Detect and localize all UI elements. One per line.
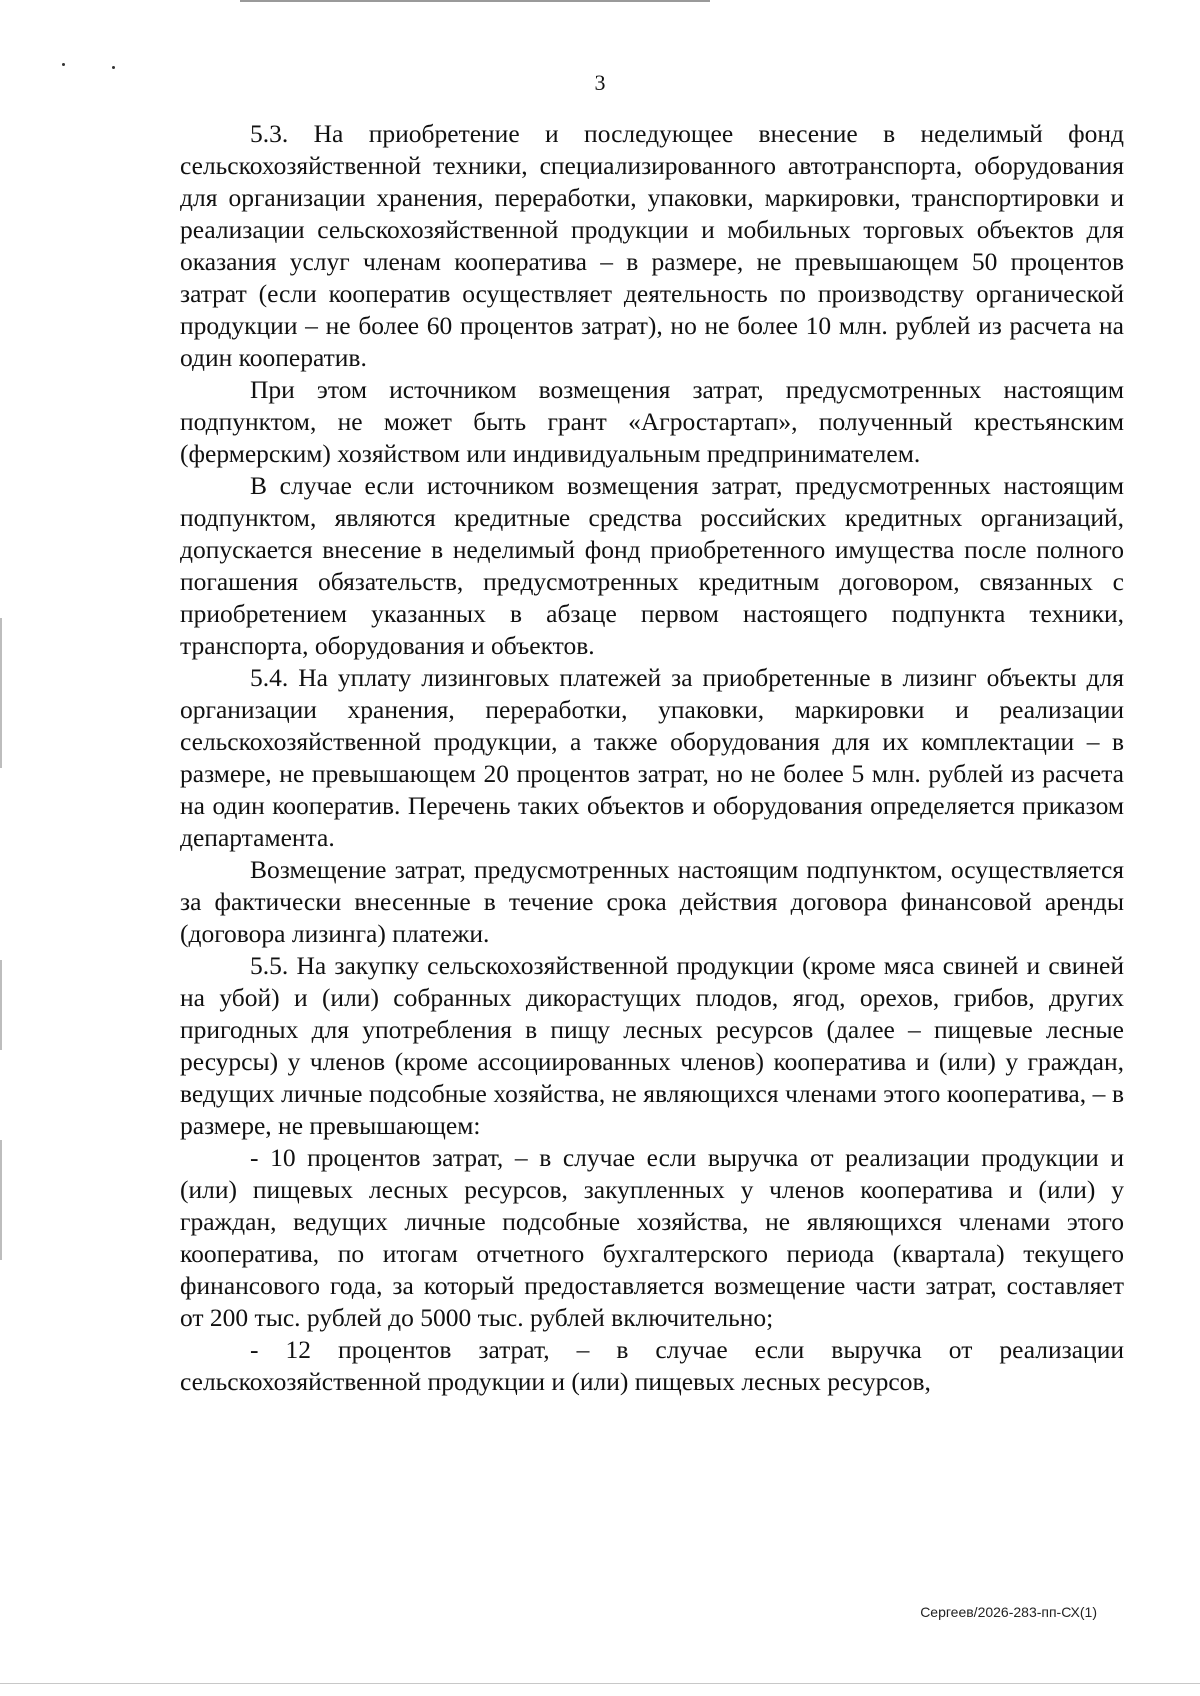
scan-top-edge bbox=[240, 0, 710, 2]
document-body bbox=[180, 118, 1124, 1398]
scan-speck bbox=[112, 66, 115, 69]
paragraph-5-5: 5.5. На закупку сельскохозяйственной продукции (кроме мяса свиней и свиней на убой) и (или) собранных дикорастущих плодов, ягод, орехов, грибов, других пригодных для употребления в пищу лесных ресурсов (далее – пищевые лесные ресурсы) у членов (кроме ассоциированных членов) кооператива и (или) у граждан, ведущих личные подсобные хозяйства, не являющихся членами этого кооператива, – в размере, не превышающем: bbox=[180, 951, 1124, 1140]
scan-edge-mark bbox=[0, 1140, 2, 1260]
paragraph-5-3-grant-note: При этом источником возмещения затрат, предусмотренных настоящим подпунктом, не может быть грант «Агростартап», полученный крестьянским (фермерским) хозяйством или индивидуальным предпринимателем. bbox=[180, 375, 1124, 468]
scan-edge-mark bbox=[0, 618, 2, 768]
paragraph-5-4-reimbursement-note: Возмещение затрат, предусмотренных настоящим подпунктом, осуществляется за фактически внесенные в течение срока действия договора финансовой аренды (договора лизинга) платежи. bbox=[180, 855, 1124, 948]
list-item-10-percent: - 10 процентов затрат, – в случае если выручка от реализации продукции и (или) пищевых лесных ресурсов, закупленных у членов кооператива и (или) у граждан, ведущих личные подсобные хозяйства, не являющихся членами этого кооператива, по итогам отчетного бухгалтерского периода (квартала) текущего финансового года, за который предоставляется возмещение части затрат, составляет от 200 тыс. рублей до 5000 тыс. рублей включительно; bbox=[180, 1143, 1124, 1332]
document-code: Сергеев/2026-283-пп-СХ(1) bbox=[920, 1604, 1097, 1620]
paragraph-5-3: 5.3. На приобретение и последующее внесение в неделимый фонд сельскохозяйственной техники, специализированного автотранспорта, оборудования для организации хранения, переработки, упаковки, маркировки, транспортировки и реализации сельскохозяйственной продукции и мобильных торговых объектов для оказания услуг членам кооператива – в размере, не превышающем 50 процентов затрат (если кооператив осуществляет деятельность по производству органической продукции – не более 60 процентов затрат), но не более 10 млн. рублей из расчета на один кооператив. bbox=[180, 119, 1124, 372]
scan-edge-mark bbox=[0, 960, 2, 1050]
paragraph-5-4: 5.4. На уплату лизинговых платежей за приобретенные в лизинг объекты для организации хранения, переработки, упаковки, маркировки и реализации сельскохозяйственной продукции, а также оборудования для их комплектации – в размере, не превышающем 20 процентов затрат, но не более 5 млн. рублей из расчета на один кооператив. Перечень таких объектов и оборудования определяется приказом департамента. bbox=[180, 663, 1124, 852]
paragraph-5-3-credit-note: В случае если источником возмещения затрат, предусмотренных настоящим подпунктом, являются кредитные средства российских кредитных организаций, допускается внесение в неделимый фонд приобретенного имущества после полного погашения обязательств, предусмотренных кредитным договором, связанных с приобретением указанных в абзаце первом настоящего подпункта техники, транспорта, оборудования и объектов. bbox=[180, 471, 1124, 660]
scan-speck bbox=[62, 63, 65, 66]
list-item-12-percent: - 12 процентов затрат, – в случае если выручка от реализации сельскохозяйственной продукции и (или) пищевых лесных ресурсов, bbox=[180, 1335, 1124, 1396]
page-number: 3 bbox=[594, 70, 606, 95]
scan-bottom-edge bbox=[0, 1683, 1200, 1684]
